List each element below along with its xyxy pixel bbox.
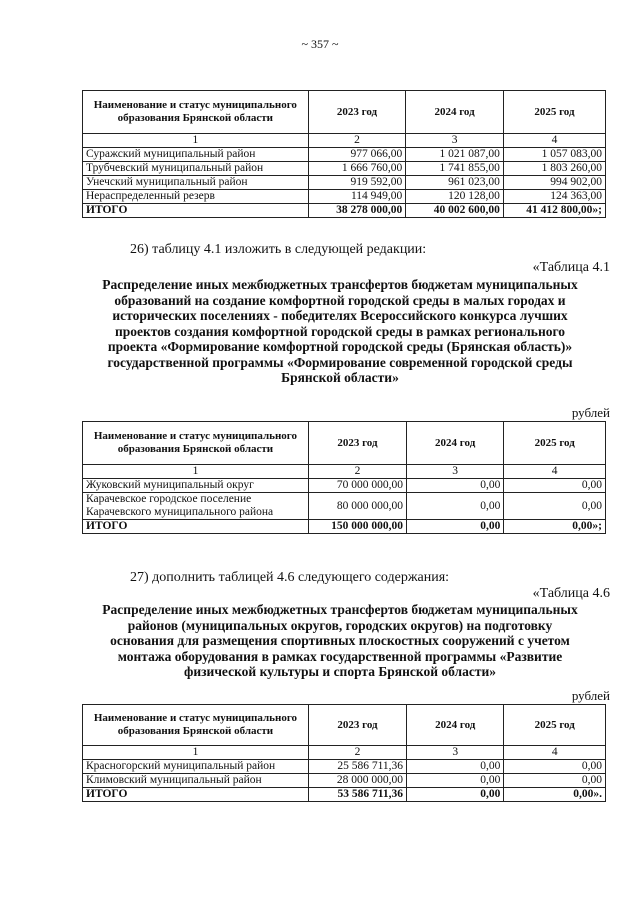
table-header-row (83, 422, 606, 465)
total-label: ИТОГО (83, 204, 309, 218)
cell-name: Трубчевский муниципальный район (83, 162, 309, 176)
total-row (83, 520, 606, 534)
index-cell: 2 (308, 465, 406, 479)
cell-2025: 0,00 (504, 479, 606, 493)
cell-2023: 977 066,00 (308, 148, 406, 162)
table-row (83, 176, 606, 190)
table-row (83, 760, 606, 774)
cell-2025: 994 902,00 (503, 176, 605, 190)
cell-name: Карачевское городское поселение Карачевского муниципального района (83, 493, 309, 520)
table-4-1-reference: «Таблица 4.1 (532, 260, 610, 275)
header-2023: 2023 год (308, 705, 406, 746)
index-cell: 3 (407, 746, 504, 760)
index-cell: 2 (308, 746, 406, 760)
index-cell: 4 (504, 746, 606, 760)
index-cell: 4 (504, 465, 606, 479)
header-2024: 2024 год (406, 91, 504, 134)
header-2024: 2024 год (407, 705, 504, 746)
header-name: Наименование и статус муниципального образования Брянской области (83, 91, 309, 134)
cell-name: Суражский муниципальный район (83, 148, 309, 162)
table-row (83, 479, 606, 493)
index-row (83, 746, 606, 760)
cell-2024: 0,00 (406, 493, 503, 520)
table-4-6-heading: Распределение иных межбюджетных трансфертов бюджетам муниципальных районов (муниципальных округов, городских округов) на подготовку основания для размещения спортивных плоскостных сооружений с учетом монтажа оборудования в рамках государственной программы «Развитие физической культуры и спорта Брянской области» (102, 602, 578, 679)
cell-name: Нераспределенный резерв (83, 190, 309, 204)
cell-2023: 80 000 000,00 (308, 493, 406, 520)
cell-2025: 1 057 083,00 (503, 148, 605, 162)
header-2025: 2025 год (504, 422, 606, 465)
table-row (83, 774, 606, 788)
cell-2025: 0,00 (504, 493, 606, 520)
total-2023: 150 000 000,00 (308, 520, 406, 534)
total-row (83, 788, 606, 802)
table-row (83, 493, 606, 520)
total-2024: 0,00 (406, 520, 503, 534)
cell-2025: 124 363,00 (503, 190, 605, 204)
table-4-6 (82, 704, 606, 802)
cell-2024: 961 023,00 (406, 176, 504, 190)
cell-2023: 28 000 000,00 (308, 774, 406, 788)
page-number: ~ 357 ~ (301, 37, 339, 51)
cell-name: Унечский муниципальный район (83, 176, 309, 190)
total-2024: 40 002 600,00 (406, 204, 504, 218)
table-row (83, 148, 606, 162)
total-2023: 53 586 711,36 (308, 788, 406, 802)
total-2025: 41 412 800,00»; (503, 204, 605, 218)
index-cell: 1 (83, 465, 309, 479)
cell-2024: 0,00 (407, 774, 504, 788)
total-2025: 0,00». (504, 788, 606, 802)
cell-name: Жуковский муниципальный округ (83, 479, 309, 493)
total-2024: 0,00 (407, 788, 504, 802)
cell-2024: 120 128,00 (406, 190, 504, 204)
index-row (83, 465, 606, 479)
total-row (83, 204, 606, 218)
table-4-1 (82, 421, 606, 534)
header-2025: 2025 год (503, 91, 605, 134)
unit-label: рублей (571, 405, 610, 420)
table-header-row (83, 705, 606, 746)
index-row (83, 134, 606, 148)
table-row (83, 162, 606, 176)
cell-2024: 0,00 (407, 760, 504, 774)
table-1 (82, 90, 606, 218)
header-2023: 2023 год (308, 422, 406, 465)
table-header-row (83, 91, 606, 134)
index-cell: 1 (83, 134, 309, 148)
cell-2024: 0,00 (406, 479, 503, 493)
cell-2025: 0,00 (504, 760, 606, 774)
header-name: Наименование и статус муниципального образования Брянской области (83, 422, 309, 465)
total-2023: 38 278 000,00 (308, 204, 406, 218)
cell-2023: 919 592,00 (308, 176, 406, 190)
cell-name: Красногорский муниципальный район (83, 760, 309, 774)
index-cell: 1 (83, 746, 309, 760)
table-4-6-reference: «Таблица 4.6 (532, 586, 610, 601)
total-2025: 0,00»; (504, 520, 606, 534)
header-2024: 2024 год (406, 422, 503, 465)
cell-2023: 25 586 711,36 (308, 760, 406, 774)
unit-label: рублей (571, 688, 610, 703)
cell-2023: 70 000 000,00 (308, 479, 406, 493)
total-label: ИТОГО (83, 520, 309, 534)
header-name: Наименование и статус муниципального образования Брянской области (83, 705, 309, 746)
paragraph-27: 27) дополнить таблицей 4.6 следующего содержания: (130, 570, 450, 585)
header-2023: 2023 год (308, 91, 406, 134)
total-label: ИТОГО (83, 788, 309, 802)
table-4-1-heading: Распределение иных межбюджетных трансфертов бюджетам муниципальных образований на создание комфортной городской среды в малых городах и исторических поселениях - победителях Всероссийского конкурса лучших проектов создания комфортной городской среды в рамках регионального проекта «Формирование комфортной городской среды (Брянская область)» государственной программы «Формирование современной городской среды Брянской области» (102, 277, 578, 385)
cell-2025: 0,00 (504, 774, 606, 788)
cell-2025: 1 803 260,00 (503, 162, 605, 176)
index-cell: 3 (406, 465, 503, 479)
cell-2024: 1 741 855,00 (406, 162, 504, 176)
index-cell: 3 (406, 134, 504, 148)
index-cell: 2 (308, 134, 406, 148)
header-2025: 2025 год (504, 705, 606, 746)
cell-2024: 1 021 087,00 (406, 148, 504, 162)
cell-2023: 114 949,00 (308, 190, 406, 204)
index-cell: 4 (503, 134, 605, 148)
table-row (83, 190, 606, 204)
paragraph-26: 26) таблицу 4.1 изложить в следующей редакции: (130, 242, 427, 257)
cell-2023: 1 666 760,00 (308, 162, 406, 176)
cell-name: Климовский муниципальный район (83, 774, 309, 788)
